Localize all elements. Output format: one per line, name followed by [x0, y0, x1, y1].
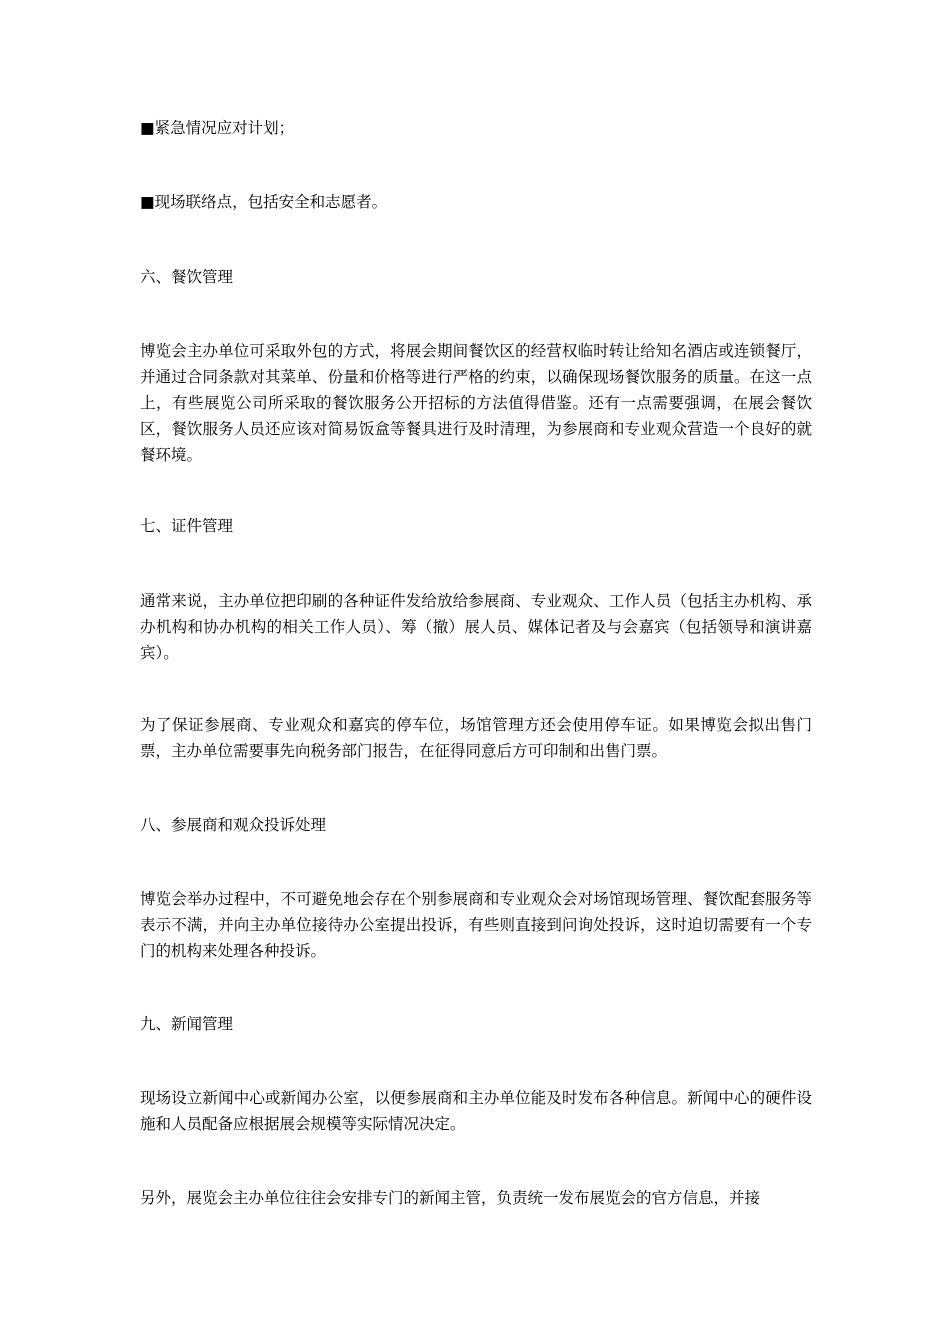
- heading-catering: 六、餐饮管理: [140, 268, 234, 286]
- paragraph-press-officer: 另外，展览会主办单位往往会安排专门的新闻主管，负责统一发布展览会的官方信息，并接: [140, 1189, 761, 1207]
- paragraph-press-center: 现场设立新闻中心或新闻办公室，以便参展商和主办单位能及时发布各种信息。新闻中心的硬件设施和人员配备应根据展会规模等实际情况决定。: [140, 1089, 812, 1133]
- bullet-onsite-contact: ■现场联络点，包括安全和志愿者。: [140, 193, 388, 211]
- heading-complaints: 八、参展商和观众投诉处理: [140, 816, 327, 834]
- heading-credentials: 七、证件管理: [140, 517, 234, 535]
- paragraph-parking-tickets: 为了保证参展商、专业观众和嘉宾的停车位，场馆管理方还会使用停车证。如果博览会拟出售门票，主办单位需要事先向税务部门报告，在征得同意后方可印制和出售门票。: [140, 716, 812, 760]
- bullet-emergency-plan: ■紧急情况应对计划；: [140, 119, 295, 137]
- paragraph-catering: 博览会主办单位可采取外包的方式，将展会期间餐饮区的经营权临时转让给知名酒店或连锁餐厅，并通过合同条款对其菜单、份量和价格等进行严格的约束，以确保现场餐饮服务的质量。在这一点上，有些展览公司所采取的餐饮服务公开招标的方法值得借鉴。还有一点需要强调，在展会餐饮区，餐饮服务人员还应该对简易饭盒等餐具进行及时清理，为参展商和专业观众营造一个良好的就餐环境。: [140, 342, 812, 464]
- heading-press: 九、新闻管理: [140, 1015, 234, 1033]
- paragraph-complaints: 博览会举办过程中，不可避免地会存在个别参展商和专业观众会对场馆现场管理、餐饮配套服务等表示不满，并向主办单位接待办公室提出投诉，有些则直接到问询处投诉，这时迫切需要有一个专门的机构来处理各种投诉。: [140, 890, 812, 960]
- paragraph-credentials: 通常来说，主办单位把印刷的各种证件发给放给参展商、专业观众、工作人员（包括主办机构、承办机构和协办机构的相关工作人员）、筹（撤）展人员、媒体记者及与会嘉宾（包括领导和演讲嘉宾）。: [140, 592, 812, 662]
